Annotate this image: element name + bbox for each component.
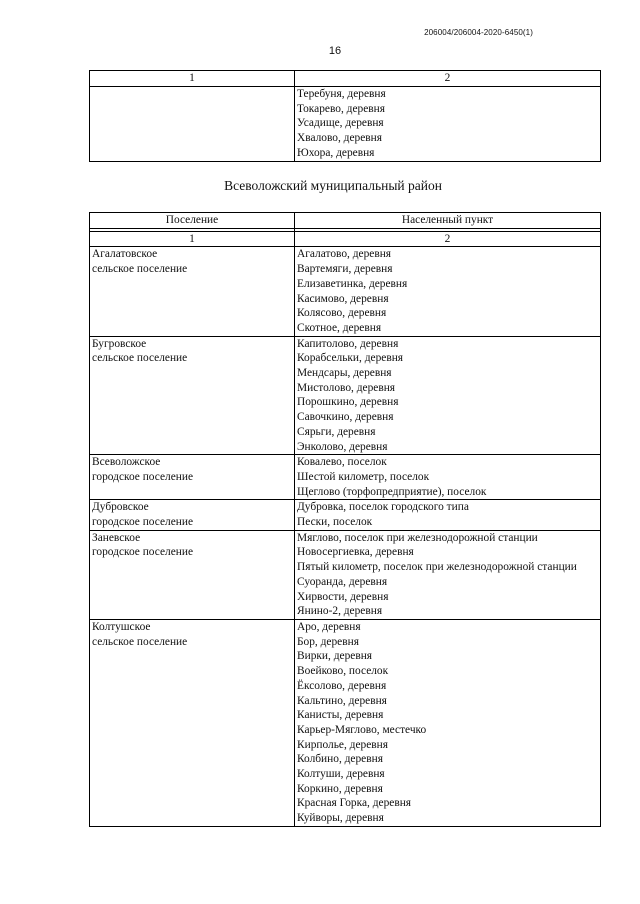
table-number-row	[90, 231, 601, 247]
district-title: Всеволожский муниципальный район	[224, 178, 442, 193]
locality: Токарево, деревня	[297, 102, 385, 115]
locality: Порошкино, деревня	[297, 396, 399, 409]
settlement-name-line: Всеволожское	[92, 456, 161, 469]
settlement-name-line: городское поселение	[92, 516, 194, 529]
table-row	[90, 87, 601, 162]
settlement-name-line: Агалатовское	[92, 248, 158, 261]
document-id: 206004/206004-2020-6450(1)	[424, 28, 533, 37]
locality: Мендсары, деревня	[297, 367, 392, 380]
settlement-name-line: Бугровское	[92, 337, 147, 350]
locality: Юхора, деревня	[297, 146, 375, 159]
locality: Колтуши, деревня	[297, 768, 385, 781]
locality: Дубровка, поселок городского типа	[297, 501, 469, 514]
locality: Бор, деревня	[297, 635, 359, 648]
locality: Теребуня, деревня	[297, 88, 386, 100]
table-row	[90, 455, 601, 500]
settlement-cell	[90, 336, 295, 455]
locality: Сярьги, деревня	[297, 425, 376, 438]
localities-cell	[295, 247, 601, 336]
table-row	[90, 336, 601, 455]
settlement-name-line: сельское поселение	[92, 352, 188, 365]
localities-cell	[295, 87, 601, 162]
settlement-cell	[90, 247, 295, 336]
locality: Усадище, деревня	[297, 117, 384, 130]
header-num-2: 2	[295, 231, 601, 247]
localities-cell	[295, 500, 601, 530]
locality: Елизаветинка, деревня	[297, 277, 408, 290]
locality: Ковалево, поселок	[297, 456, 387, 469]
page-number: 16	[328, 45, 342, 57]
table-header-row	[90, 71, 601, 87]
settlement-cell	[90, 500, 295, 530]
table-row	[90, 619, 601, 826]
localities-cell	[295, 336, 601, 455]
locality: Капитолово, деревня	[297, 337, 399, 350]
continued-table	[89, 70, 601, 162]
locality: Воейково, поселок	[297, 665, 389, 678]
locality: Агалатово, деревня	[297, 248, 392, 261]
settlement-cell	[90, 619, 295, 826]
header-col-2: 2	[295, 71, 601, 87]
locality: Шестой километр, поселок	[297, 470, 430, 483]
locality: Кальтино, деревня	[297, 694, 387, 707]
header-locality: Населенный пункт	[295, 213, 601, 229]
locality: Янино-2, деревня	[297, 605, 383, 618]
locality: Скотное, деревня	[297, 321, 382, 334]
table-row	[90, 247, 601, 336]
table-row	[90, 500, 601, 530]
header-col-1: 1	[90, 71, 295, 87]
locality: Коркино, деревня	[297, 782, 383, 795]
locality: Мистолово, деревня	[297, 381, 396, 394]
settlement-name-line: городское поселение	[92, 546, 194, 559]
settlement-name-line: городское поселение	[92, 470, 194, 483]
locality: Суоранда, деревня	[297, 575, 388, 588]
locality: Колбино, деревня	[297, 753, 383, 766]
settlement-name-line: Дубровское	[92, 501, 149, 514]
locality: Савочкино, деревня	[297, 411, 394, 424]
locality: Карьер-Мяглово, местечко	[297, 723, 427, 736]
header-settlement: Поселение	[90, 213, 295, 229]
locality: Вартемяги, деревня	[297, 263, 393, 276]
locality: Куйворы, деревня	[297, 812, 384, 825]
table-header-row	[90, 213, 601, 229]
locality: Мяглово, поселок при железнодорожной станции	[297, 531, 538, 544]
settlement-name-line: сельское поселение	[92, 635, 188, 648]
localities-cell	[295, 530, 601, 619]
locality: Колясово, деревня	[297, 307, 387, 320]
table-body	[90, 247, 601, 826]
locality: Щеглово (торфопредприятие), поселок	[297, 485, 487, 498]
locality: Корабсельки, деревня	[297, 352, 404, 365]
locality: Хвалово, деревня	[297, 132, 382, 145]
locality: Ёксолово, деревня	[297, 679, 387, 692]
locality: Энколово, деревня	[297, 440, 388, 453]
locality: Кирполье, деревня	[297, 738, 388, 751]
localities-cell	[295, 619, 601, 826]
locality: Канисты, деревня	[297, 709, 384, 722]
settlement-cell	[90, 530, 295, 619]
localities-cell	[295, 455, 601, 500]
settlement-name-line: Заневское	[92, 531, 141, 544]
locality: Вирки, деревня	[297, 650, 373, 663]
settlements-table	[89, 212, 601, 827]
settlement-name-line: сельское поселение	[92, 263, 188, 276]
locality: Хирвости, деревня	[297, 590, 389, 603]
locality: Красная Горка, деревня	[297, 797, 412, 810]
header-num-1: 1	[90, 231, 295, 247]
settlement-cell	[90, 455, 295, 500]
locality: Касимово, деревня	[297, 292, 389, 305]
locality: Пятый километр, поселок при железнодорожной станции	[297, 561, 577, 574]
settlement-name-line: Колтушское	[92, 620, 151, 633]
locality: Аро, деревня	[297, 620, 361, 633]
locality: Новосергиевка, деревня	[297, 546, 414, 559]
locality: Пески, поселок	[297, 516, 373, 529]
table-row	[90, 530, 601, 619]
settlement-cell	[90, 87, 295, 162]
